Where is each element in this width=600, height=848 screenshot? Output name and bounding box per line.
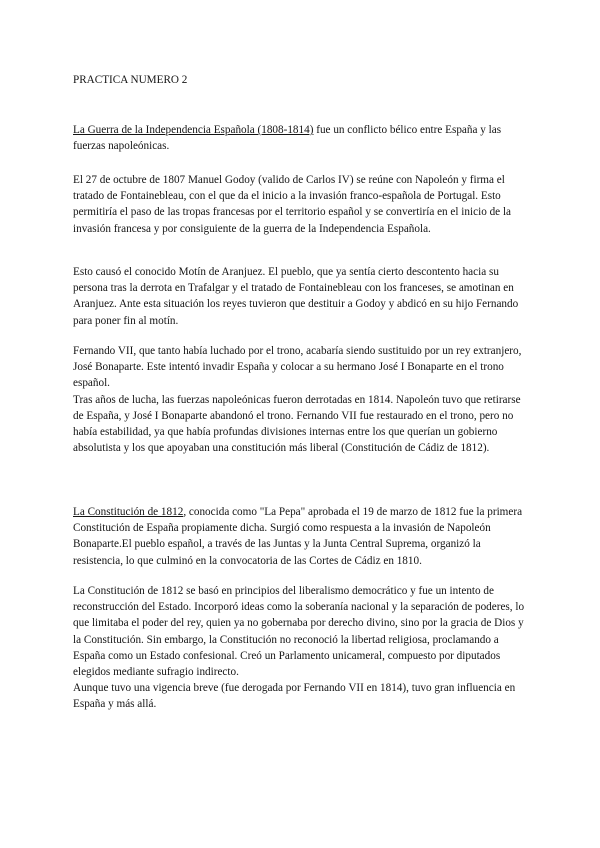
document-title: PRACTICA NUMERO 2 xyxy=(73,74,188,86)
paragraph-text: , conocida como "La Pepa" aprobada el 19 de marzo de 1812 fue la primera Constitución de España propiamente dicha. Surgió como respuesta a la invasión de Napoleón Bonaparte.El pueblo español, a través de las Juntas y la Junta Central Suprema, organizó la resistencia, lo que culminó en la convocatoria de las Cortes de Cádiz en 1810. xyxy=(73,506,523,567)
paragraph-fernando-vii xyxy=(73,343,529,456)
paragraph-line: Tras años de lucha, las fuerzas napoleónicas fueron derrotadas en 1814. Napoleón tuvo que retirarse de España, y José I Bonaparte abandonó el trono. Fernando VII fue restaurado en el trono, pero no había estabilidad, ya que había profundas divisiones internas entre los que querían un gobierno absolutista y los que apoyaban una constitución más liberal (Constitución de Cádiz de 1812). xyxy=(73,393,521,455)
paragraph-text: fue un conflicto bélico entre España y las fuerzas napoleónicas. xyxy=(73,124,502,153)
paragraph-liberalismo xyxy=(73,583,529,713)
paragraph-line: Aunque tuvo una vigencia breve (fue derogada por Fernando VII en 1814), tuvo gran influencia en España y más allá. xyxy=(73,682,516,711)
paragraph-constitucion-1812 xyxy=(73,504,529,569)
paragraph-motin-aranjuez: Esto causó el conocido Motín de Aranjuez. El pueblo, que ya sentía cierto descontento hacia su persona tras la derrota en Trafalgar y el tratado de Fontainebleau con los franceses, se amotinan en Aranjuez. Ante esta situación los reyes tuvieron que destituir a Godoy y abdicó en su hijo Fernando para poner fin al motín. xyxy=(73,266,519,327)
paragraph-guerra-independencia xyxy=(73,122,529,154)
paragraph-godoy-fontainebleau: El 27 de octubre de 1807 Manuel Godoy (valido de Carlos IV) se reúne con Napoleón y firma el tratado de Fontainebleau, con el que da el inicio a la invasión franco-española de Portugal. Esto permitiría el paso de las tropas francesas por el territorio español y se convertiría en el inicio de la invasión francesa y por consiguiente de la guerra de la Independencia Española. xyxy=(73,174,512,235)
underlined-topic-constitucion: La Constitución de 1812 xyxy=(73,506,184,518)
paragraph-line: La Constitución de 1812 se basó en principios del liberalismo democrático y fue un intento de reconstrucción del Estado. Incorporó ideas como la soberanía nacional y la separación de poderes, lo que limitaba el poder del rey, quien ya no gobernaba por derecho divino, sino por la gracia de Dios y la Constitución. Sin embargo, la Constitución no reconoció la libertad religiosa, proclamando a España como un Estado confesional. Creó un Parlamento unicameral, compuesto por diputados elegidos mediante sufragio indirecto. xyxy=(73,585,525,679)
paragraph-line: Fernando VII, que tanto había luchado por el trono, acabaría siendo sustituido por un rey extranjero, José Bonaparte. Este intentó invadir España y colocar a su hermano José I Bonaparte en el trono español. xyxy=(73,345,522,390)
underlined-topic-guerra: La Guerra de la Independencia Española (1808-1814) xyxy=(73,124,314,136)
